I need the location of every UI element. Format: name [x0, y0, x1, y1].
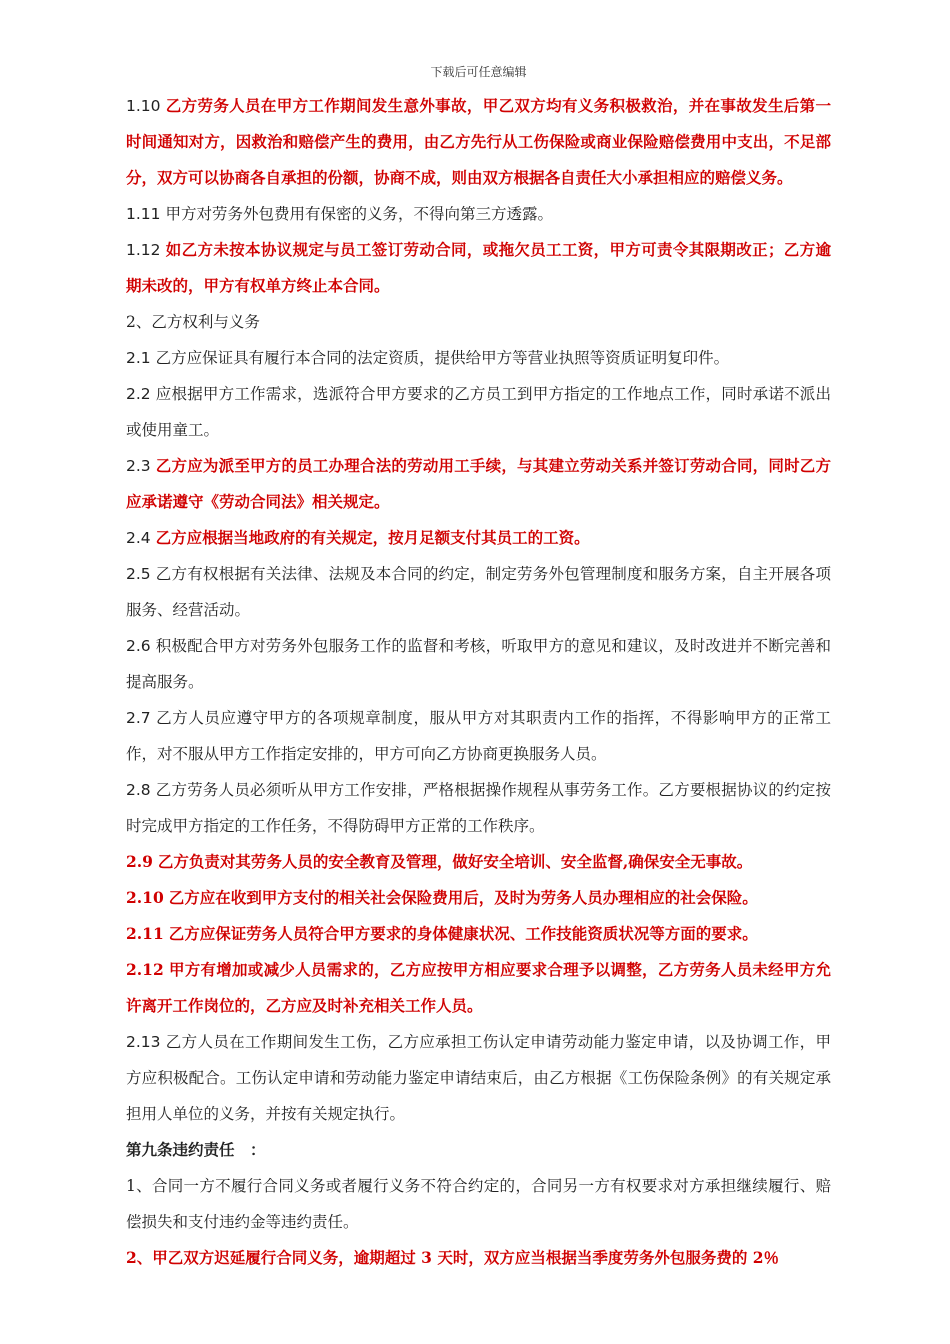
- article-heading-text: 第九条违约责任 ：: [126, 1140, 266, 1159]
- clause-text: 乙方有权根据有关法律、法规及本合同的约定，制定劳务外包管理制度和服务方案，自主开展各项服务、经营活动。: [126, 565, 831, 619]
- clause-number: 2.11: [126, 924, 164, 943]
- clause-1-11: [126, 196, 831, 232]
- clause-2-3: [126, 448, 831, 520]
- clause-text: 甲方有增加或减少人员需求的，乙方应按甲方相应要求合理予以调整，乙方劳务人员未经甲方允许离开工作岗位的，乙方应及时补充相关工作人员。: [126, 960, 831, 1015]
- clause-number: 2.4: [126, 529, 151, 547]
- clause-text: 乙方负责对其劳务人员的安全教育及管理，做好安全培训、安全监督,确保安全无事故。: [157, 852, 753, 871]
- clause-text: 乙方人员在工作期间发生工伤，乙方应承担工伤认定申请劳动能力鉴定申请，以及协调工作，甲方应积极配合。工伤认定申请和劳动能力鉴定申请结束后，由乙方根据《工伤保险条例》的有关规定承担用人单位的义务，并按有关规定执行。: [126, 1033, 831, 1123]
- clause-text: 积极配合甲方对劳务外包服务工作的监督和考核，听取甲方的意见和建议，及时改进并不断完善和提高服务。: [126, 637, 831, 691]
- clause-number: 2.2: [126, 385, 151, 403]
- clause-2-13: [126, 1024, 831, 1132]
- clause-2-5: [126, 556, 831, 628]
- liability-item-2: [126, 1240, 831, 1276]
- liability-text: 2、甲乙双方迟延履行合同义务，逾期超过 3 天时，双方应当根据当季度劳务外包服务费的 2％: [126, 1248, 780, 1267]
- clause-text: 应根据甲方工作需求，选派符合甲方要求的乙方员工到甲方指定的工作地点工作，同时承诺不派出或使用童工。: [126, 385, 831, 439]
- clause-text: 乙方人员应遵守甲方的各项规章制度，服从甲方对其职责内工作的指挥，不得影响甲方的正常工作，对不服从甲方工作指定安排的，甲方可向乙方协商更换服务人员。: [126, 709, 831, 763]
- clause-text: 乙方应保证具有履行本合同的法定资质，提供给甲方等营业执照等资质证明复印件。: [155, 349, 730, 367]
- section-heading-text: 2、乙方权利与义务: [126, 313, 260, 331]
- clause-text: 乙方劳务人员在甲方工作期间发生意外事故，甲乙双方均有义务积极救治，并在事故发生后第一时间通知对方，因救治和赔偿产生的费用，由乙方先行从工伤保险或商业保险赔偿费用中支出，不足部分，双方可以协商各自承担的份额，协商不成，则由双方根据各自责任大小承担相应的赔偿义务。: [126, 96, 831, 187]
- clause-text: 如乙方未按本协议规定与员工签订劳动合同，或拖欠员工工资，甲方可责令其限期改正；乙方逾期未改的，甲方有权单方终止本合同。: [126, 240, 831, 295]
- clause-2-2: [126, 376, 831, 448]
- clause-text: 乙方劳务人员必须听从甲方工作安排，严格根据操作规程从事劳务工作。乙方要根据协议的约定按时完成甲方指定的工作任务，不得防碍甲方正常的工作秩序。: [126, 781, 831, 835]
- clause-2-4: [126, 520, 831, 556]
- section-heading-2: [126, 304, 831, 340]
- clause-number: 2.10: [126, 888, 164, 907]
- clause-number: 2.13: [126, 1033, 161, 1051]
- clause-text: 甲方对劳务外包费用有保密的义务，不得向第三方透露。: [165, 205, 553, 223]
- document-body: [126, 88, 831, 1276]
- page-header: 下载后可任意编辑: [430, 65, 527, 79]
- clause-2-12: [126, 952, 831, 1024]
- clause-1-12: [126, 232, 831, 304]
- clause-2-10: [126, 880, 831, 916]
- clause-number: 2.12: [126, 960, 164, 979]
- clause-text: 乙方应保证劳务人员符合甲方要求的身体健康状况、工作技能资质状况等方面的要求。: [168, 924, 758, 943]
- clause-text: 乙方应为派至甲方的员工办理合法的劳动用工手续，与其建立劳动关系并签订劳动合同，同时乙方应承诺遵守《劳动合同法》相关规定。: [126, 456, 831, 511]
- clause-text: 乙方应根据当地政府的有关规定，按月足额支付其员工的工资。: [155, 528, 590, 547]
- clause-2-9: [126, 844, 831, 880]
- clause-number: 2.3: [126, 457, 151, 475]
- liability-item-1: [126, 1168, 831, 1240]
- article-9-heading: [126, 1132, 831, 1168]
- clause-2-1: [126, 340, 831, 376]
- clause-number: 1.11: [126, 205, 161, 223]
- clause-2-11: [126, 916, 831, 952]
- clause-number: 2.1: [126, 349, 151, 367]
- clause-text: 乙方应在收到甲方支付的相关社会保险费用后，及时为劳务人员办理相应的社会保险。: [168, 888, 758, 907]
- clause-number: 1.12: [126, 241, 161, 259]
- clause-number: 2.8: [126, 781, 151, 799]
- clause-number: 2.5: [126, 565, 151, 583]
- clause-number: 2.6: [126, 637, 151, 655]
- clause-number: 1.10: [126, 97, 161, 115]
- clause-number: 2.9: [126, 852, 153, 871]
- clause-1-10: [126, 88, 831, 196]
- clause-number: 2.7: [126, 709, 151, 727]
- document-page: [126, 62, 831, 1276]
- clause-2-6: [126, 628, 831, 700]
- clause-2-7: [126, 700, 831, 772]
- clause-2-8: [126, 772, 831, 844]
- liability-text: 1、合同一方不履行合同义务或者履行义务不符合约定的，合同另一方有权要求对方承担继续履行、赔偿损失和支付违约金等违约责任。: [126, 1177, 831, 1231]
